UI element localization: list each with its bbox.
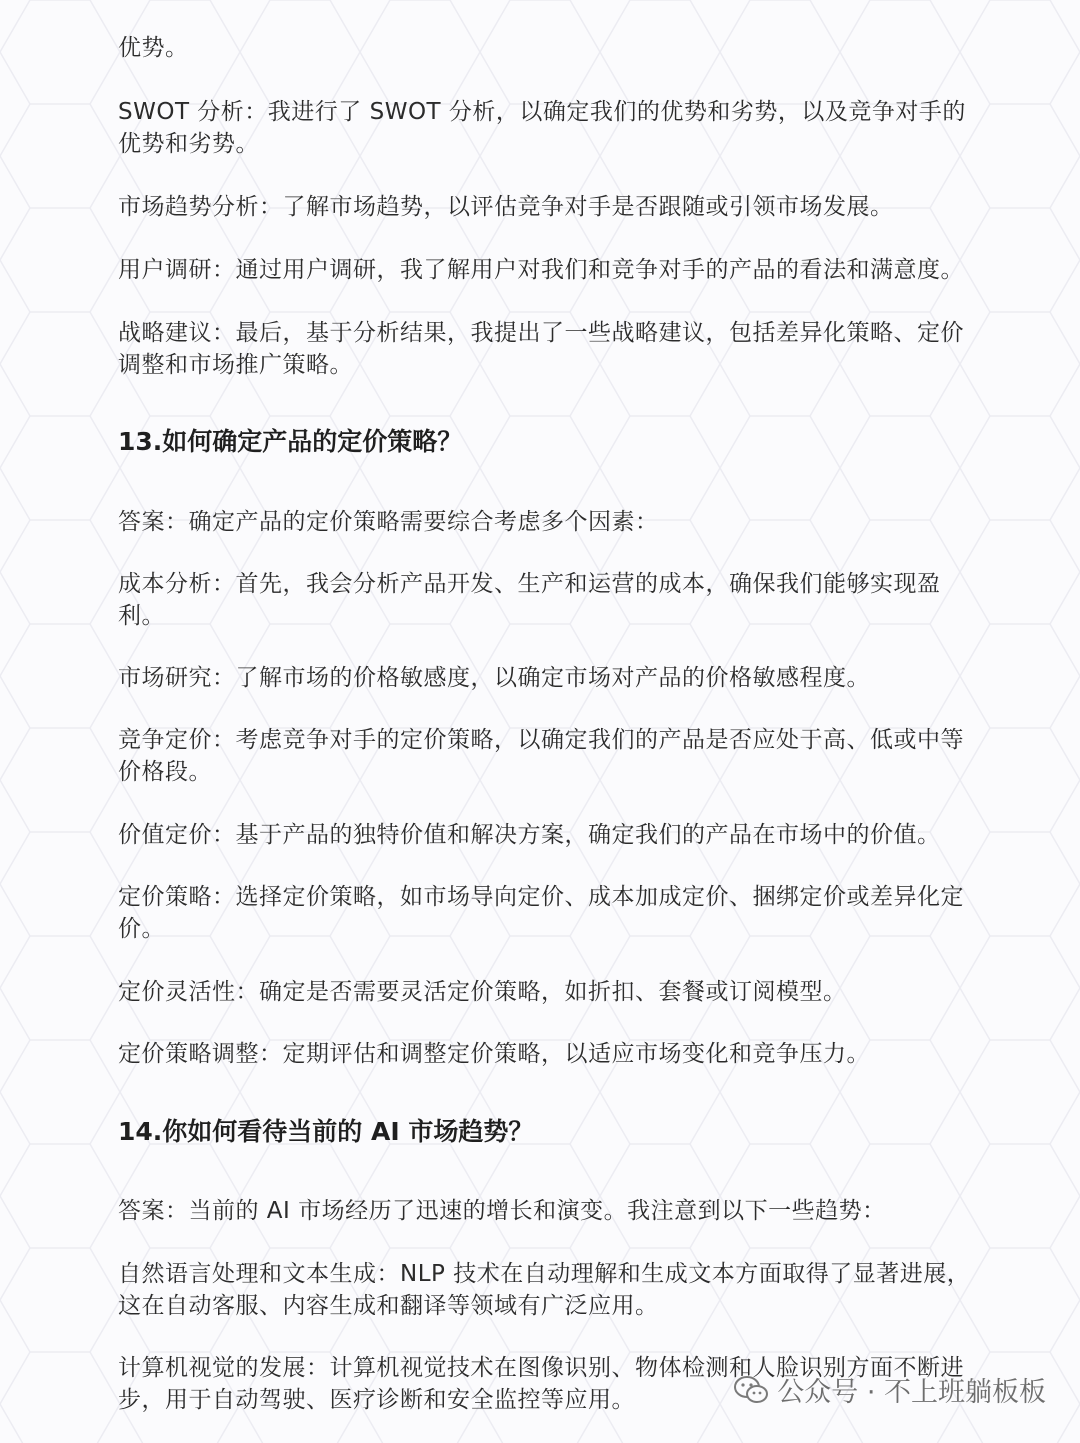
paragraph-user-research: 用户调研：通过用户调研，我了解用户对我们和竞争对手的产品的看法和满意度。 [118, 257, 964, 283]
paragraph-pricing-flexibility: 定价灵活性：确定是否需要灵活定价策略，如折扣、套餐或订阅模型。 [118, 979, 847, 1005]
paragraph-answer-13: 答案：确定产品的定价策略需要综合考虑多个因素： [118, 509, 659, 535]
paragraph-competitive-pricing: 竞争定价：考虑竞争对手的定价策略，以确定我们的产品是否应处于高、低或中等价格段。 [118, 727, 964, 785]
paragraph-swot: SWOT 分析：我进行了 SWOT 分析，以确定我们的优势和劣势，以及竞争对手的优势和劣势。 [118, 99, 966, 157]
watermark-text: 公众号 · 不上班躺板板 [777, 1377, 1046, 1408]
paragraph-market-research: 市场研究：了解市场的价格敏感度，以确定市场对产品的价格敏感程度。 [118, 665, 870, 691]
paragraph-pricing-adjustment: 定价策略调整：定期评估和调整定价策略，以适应市场变化和竞争压力。 [118, 1041, 870, 1067]
paragraph-market-trend: 市场趋势分析：了解市场趋势，以评估竞争对手是否跟随或引领市场发展。 [118, 194, 894, 220]
heading-q13: 13.如何确定产品的定价策略？ [118, 427, 463, 456]
paragraph-strategy-advice: 战略建议：最后，基于分析结果，我提出了一些战略建议，包括差异化策略、定价调整和市场推广策略。 [118, 320, 964, 378]
paragraph-strengths-tail: 优势。 [118, 35, 189, 61]
watermark [733, 1370, 1046, 1409]
heading-q14: 14.你如何看待当前的 AI 市场趋势？ [118, 1117, 534, 1146]
paragraph-value-pricing: 价值定价：基于产品的独特价值和解决方案，确定我们的产品在市场中的价值。 [118, 822, 941, 848]
paragraph-computer-vision: 计算机视觉的发展：计算机视觉技术在图像识别、物体检测和人脸识别方面不断进步，用于自动驾驶、医疗诊断和安全监控等应用。 [118, 1355, 964, 1413]
paragraph-answer-14: 答案：当前的 AI 市场经历了迅速的增长和演变。我注意到以下一些趋势： [118, 1198, 886, 1224]
paragraph-pricing-strategy: 定价策略：选择定价策略，如市场导向定价、成本加成定价、捆绑定价或差异化定价。 [118, 884, 964, 942]
paragraph-nlp: 自然语言处理和文本生成：NLP 技术在自动理解和生成文本方面取得了显著进展，这在自动客服、内容生成和翻译等领域有广泛应用。 [118, 1261, 971, 1319]
wechat-icon [733, 1375, 769, 1405]
paragraph-cost-analysis: 成本分析：首先，我会分析产品开发、生产和运营的成本，确保我们能够实现盈利。 [118, 571, 941, 629]
